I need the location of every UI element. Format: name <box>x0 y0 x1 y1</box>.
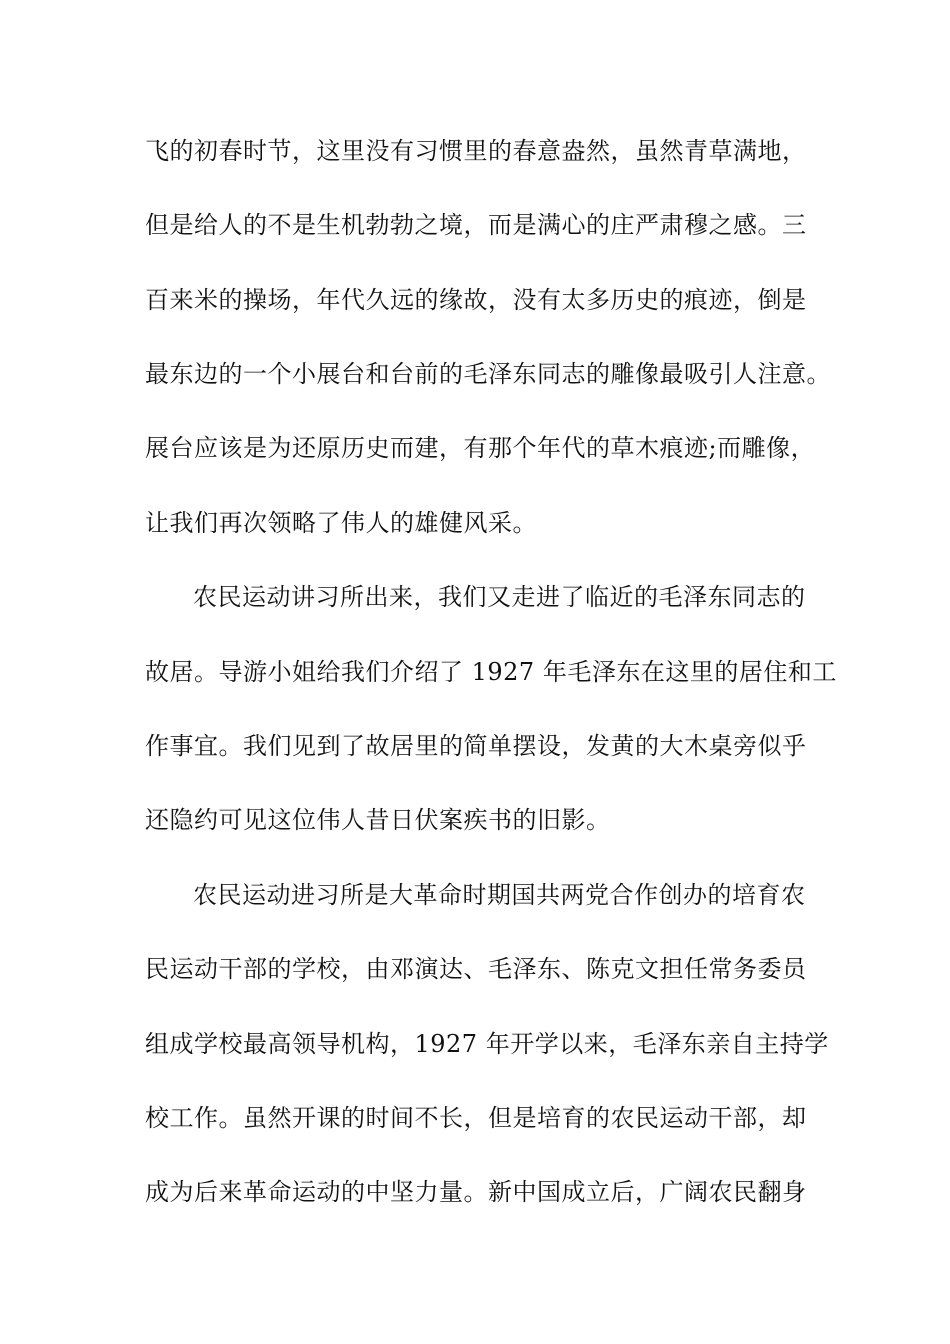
paragraph-first-line: 农民运动进习所是大革命时期国共两党合作创办的培育农 <box>193 881 806 909</box>
text-line: 故居。导游小姐给我们介绍了 1927 年毛泽东在这里的居住和工 <box>145 658 837 686</box>
text-line: 但是给人的不是生机勃勃之境，而是满心的庄严肃穆之感。三 <box>145 211 807 239</box>
text-line: 组成学校最高领导机构，1927 年开学以来，毛泽东亲自主持学 <box>145 1030 829 1058</box>
text-line: 飞的初春时节，这里没有习惯里的春意盎然，虽然青草满地， <box>145 137 807 165</box>
text-line: 民运动干部的学校，由邓演达、毛泽东、陈克文担任常务委员 <box>145 955 807 983</box>
text-line: 百来米的操场，年代久远的缘故，没有太多历史的痕迹，倒是 <box>145 286 807 314</box>
text-line: 作事宜。我们见到了故居里的简单摆设，发黄的大木桌旁似乎 <box>145 732 807 760</box>
text-line: 让我们再次领略了伟人的雄健风采。 <box>145 509 537 537</box>
paragraph-first-line: 农民运动讲习所出来，我们又走进了临近的毛泽东同志的 <box>193 583 806 611</box>
text-line: 还隐约可见这位伟人昔日伏案疾书的旧影。 <box>145 806 611 834</box>
text-line: 成为后来革命运动的中坚力量。新中国成立后，广阔农民翻身 <box>145 1178 807 1206</box>
text-line: 校工作。虽然开课的时间不长，但是培育的农民运动干部，却 <box>145 1104 807 1132</box>
text-line: 展台应该是为还原历史而建，有那个年代的草木痕迹;而雕像， <box>145 434 816 462</box>
text-line: 最东边的一个小展台和台前的毛泽东同志的雕像最吸引人注意。 <box>145 360 831 388</box>
